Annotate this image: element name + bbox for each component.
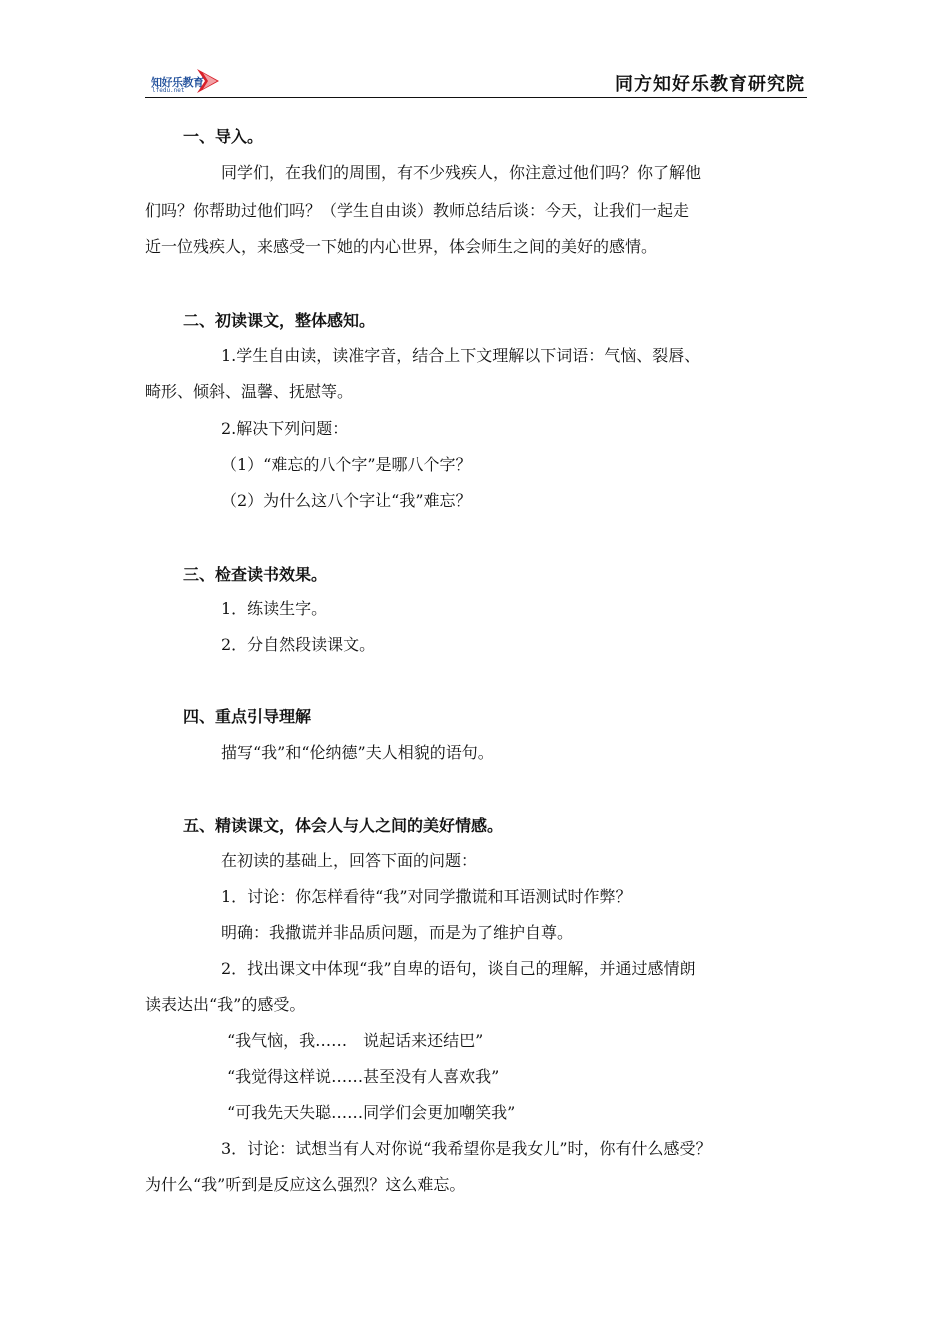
section-title: 二、初读课文，整体感知。 xyxy=(183,311,376,330)
quote-line: “我气恼，我…… 说起话来还结巴” xyxy=(227,1031,484,1050)
logo-url: lfedu.net xyxy=(152,87,185,94)
paragraph-line: 1．讨论：你怎样看待“我”对同学撒谎和耳语测试时作弊？ xyxy=(221,887,632,906)
paragraph-line: 2．分自然段读课文。 xyxy=(221,635,376,654)
paragraph-line: 畸形、倾斜、温馨、抚慰等。 xyxy=(145,382,354,401)
section-title: 三、检查读书效果。 xyxy=(183,565,328,584)
header-divider xyxy=(145,97,807,98)
paragraph-line: （2）为什么这八个字让“我”难忘？ xyxy=(221,491,472,510)
paragraph-line: 同学们，在我们的周围，有不少残疾人，你注意过他们吗？你了解他 xyxy=(221,163,702,182)
paragraph-line: 1．练读生字。 xyxy=(221,599,328,618)
quote-line: “可我先天失聪……同学们会更加嘲笑我” xyxy=(227,1103,516,1122)
logo-arrow-icon xyxy=(195,67,221,95)
paragraph-line: 3．讨论：试想当有人对你说“我希望你是我女儿”时，你有什么感受？ xyxy=(221,1139,712,1158)
paragraph-line: 读表达出“我”的感受。 xyxy=(145,995,306,1014)
page-header xyxy=(145,62,807,98)
org-name: 同方知好乐教育研究院 xyxy=(615,74,805,95)
logo-text: 知好乐教育 xyxy=(151,76,204,89)
section-title: 一、导入。 xyxy=(183,127,264,146)
paragraph-line: 描写“我”和“伦纳德”夫人相貌的语句。 xyxy=(221,743,494,762)
paragraph-line: 们吗？你帮助过他们吗？（学生自由谈）教师总结后谈：今天，让我们一起走 xyxy=(145,201,690,220)
section-title: 五、精读课文，体会人与人之间的美好情感。 xyxy=(183,816,504,835)
paragraph-line: 2.解决下列问题： xyxy=(221,419,349,438)
quote-line: “我觉得这样说……甚至没有人喜欢我” xyxy=(227,1067,500,1086)
paragraph-line: 为什么“我”听到是反应这么强烈？这么难忘。 xyxy=(145,1175,466,1194)
paragraph-line: 2．找出课文中体现“我”自卑的语句，谈自己的理解，并通过感情朗 xyxy=(221,959,696,978)
paragraph-line: 在初读的基础上，回答下面的问题： xyxy=(221,851,478,870)
paragraph-line: 明确：我撒谎并非品质问题，而是为了维护自尊。 xyxy=(221,923,574,942)
paragraph-line: 1.学生自由读，读准字音，结合上下文理解以下词语：气恼、裂唇、 xyxy=(221,346,701,365)
logo xyxy=(151,65,221,97)
paragraph-line: 近一位残疾人，来感受一下她的内心世界，体会师生之间的美好的感情。 xyxy=(145,237,658,256)
paragraph-line: （1）“难忘的八个字”是哪八个字？ xyxy=(221,455,472,474)
section-title: 四、重点引导理解 xyxy=(183,707,312,726)
